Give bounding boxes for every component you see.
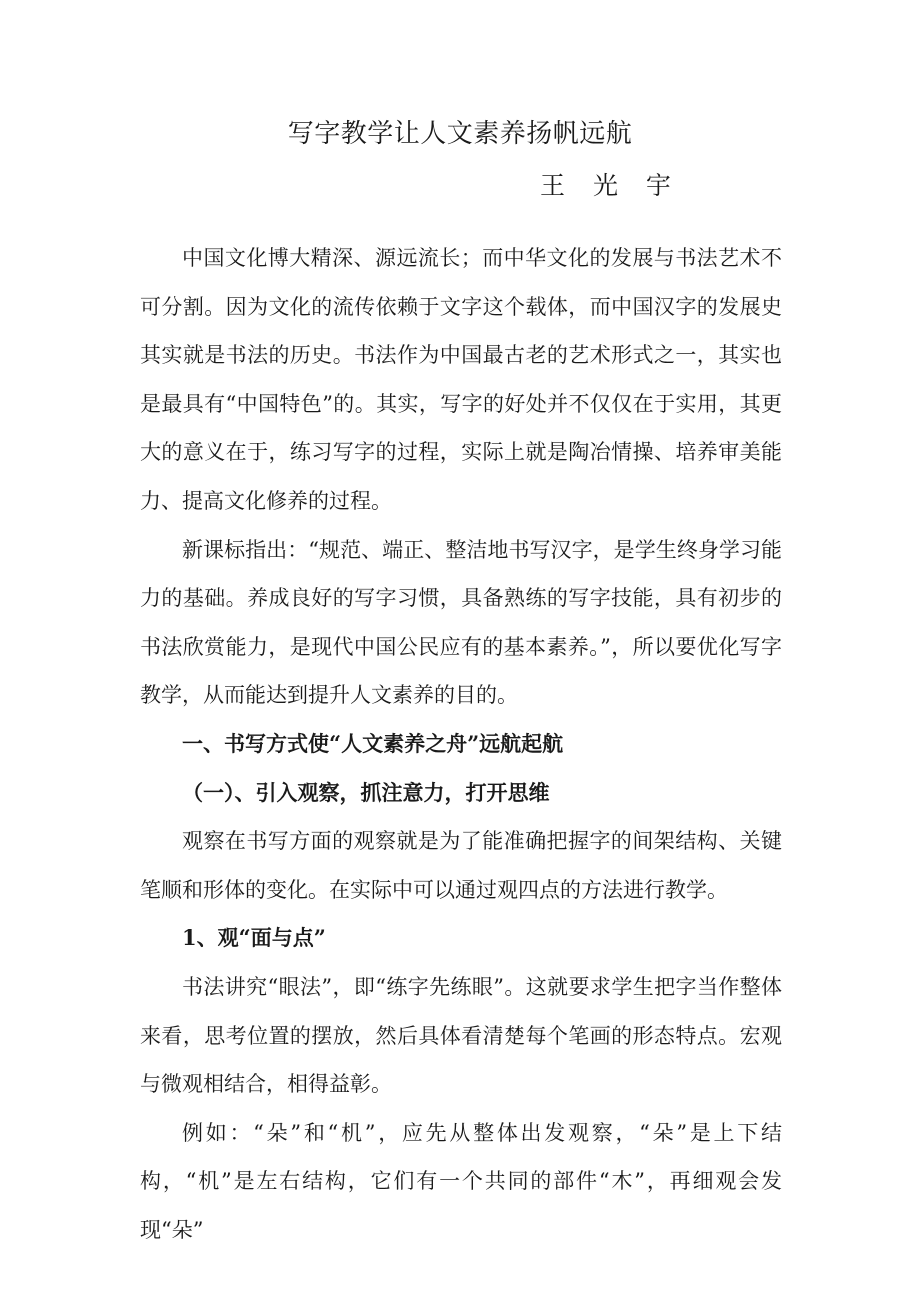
document-body xyxy=(140,234,782,1254)
subsection-heading-1: （一）、引入观察，抓注意力，打开思维 xyxy=(182,779,550,805)
document-title: 写字教学让人文素养扬帆远航 xyxy=(287,119,633,149)
point-heading-1: 1、观“面与点” xyxy=(182,925,326,951)
paragraph-example: 例如：“朵”和“机”，应先从整体出发观察，“朵”是上下结构，“机”是左右结构，它们有一个共同的部件“木”，再细观会发现“朵” xyxy=(140,1120,782,1242)
author-name: 王 光 宇 xyxy=(540,171,681,200)
paragraph-eye-method: 书法讲究“眼法”，即“练字先练眼”。这就要求学生把字当作整体来看，思考位置的摆放，然后具体看清楚每个笔画的形态特点。宏观与微观相结合，相得益彰。 xyxy=(140,974,782,1097)
paragraph-intro: 中国文化博大精深、源远流长；而中华文化的发展与书法艺术不可分割。因为文化的流传依赖于文字这个载体，而中国汉字的发展史其实就是书法的历史。书法作为中国最古老的艺术形式之一，其实也是最具有“中国特色”的。其实，写字的好处并不仅仅在于实用，其更大的意义在于，练习写字的过程，实际上就是陶冶情操、培养审美能力、提高文化修养的过程。 xyxy=(140,246,782,513)
section-heading-1: 一、书写方式使“人文素养之舟”远航起航 xyxy=(182,730,564,756)
paragraph-observation: 观察在书写方面的观察就是为了能准确把握字的间架结构、关键笔顺和形体的变化。在实际中可以通过观四点的方法进行教学。 xyxy=(140,829,782,902)
paragraph-curriculum: 新课标指出：“规范、端正、整洁地书写汉字，是学生终身学习能力的基础。养成良好的写字习惯，具备熟练的写字技能，具有初步的书法欣赏能力，是现代中国公民应有的基本素养。”，所以要优化写字教学，从而能达到提升人文素养的目的。 xyxy=(140,537,782,708)
